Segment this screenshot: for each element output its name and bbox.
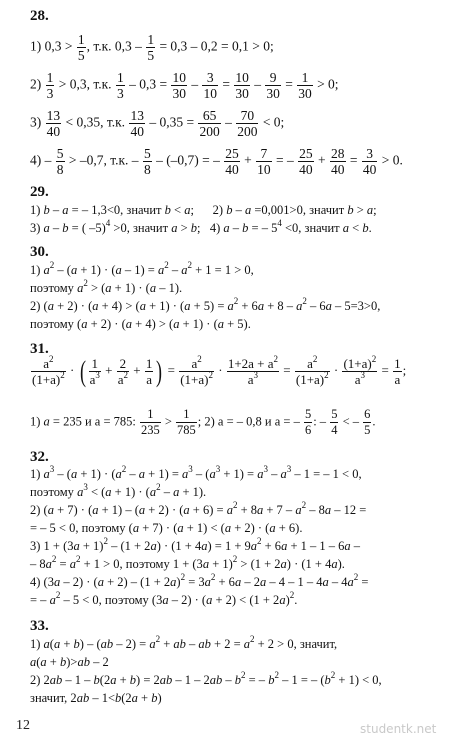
problem-30-line-1: 1) $a^2 - (a + 1) \cdot (a - 1) = a^2 - a^2 + 1 = 1 > 0$,	[30, 260, 254, 277]
problem-30-line-4: поэтому (a + 2) · (a + 4) > (a + 1) · (a + 5).	[30, 317, 251, 331]
problem-28-line-4: 4) – $\frac{5}{8}$ > –0,7, т.к. – $\frac{5}{8}$ – (–0,7) = – $\frac{25}{40}$ + $\frac{7}{10}$ = – $\frac{25}{40}$ + $\frac{28}{40}$ = $\frac{3}{40}$ > 0.	[30, 146, 403, 177]
problem-number-29: 29.	[30, 184, 49, 200]
problem-33-line-3: 2) $2ab - 1 - b(2a + b) = 2ab - 1 - 2ab - b^2$ = – $b^2 - 1$ = – $(b^2 + 1) < 0$,	[30, 670, 382, 687]
problem-number-30: 30.	[30, 244, 49, 260]
problem-32-line-7: 4) $(3a - 2) \cdot (a + 2) - (1 + 2a)^2 = 3a^2 + 6a - 2a - 4 - 1 - 4a - 4a^2$ =	[30, 572, 369, 589]
problem-32-line-8: = – $a^2 - 5 < 0$, поэтому $(3a - 2) \cdot (a + 2) < (1 + 2a)^2$.	[30, 590, 298, 607]
problem-number-32: 32.	[30, 449, 49, 465]
problem-32-line-4: = – 5 < 0, поэтому (a + 7) · (a + 1) < (a + 2) · (a + 6).	[30, 521, 303, 535]
problem-31-line-1: $\frac{a^2}{(1+a)^2}$ · ( $\frac{1}{a^3}$ + $\frac{2}{a^2}$ + $\frac{1}{a}$ ) = $\frac{a^2}{(1+a)^2}$ · $\frac{1+2a + a^2}{a^3}$ = $\frac{a^2}{(1+a)^2}$ · $\frac{(1+a)^2}{a^3}$ = $\frac{1}{a}$ ;	[32, 354, 407, 388]
problem-number-31: 31.	[30, 341, 49, 357]
problem-33-line-4: значит, 2ab – 1<b(2a + b)	[30, 691, 162, 705]
problem-32-line-1: 1) $a^3 - (a + 1) \cdot (a^2 - a + 1) = a^3 - (a^3 + 1) = a^3 - a^3 - 1$ = – 1 < 0,	[30, 464, 362, 481]
problem-32-line-5: 3) $1 + (3a + 1)^2 - (1 + 2a) \cdot (1 + 4a) = 1 + 9a^2 + 6a + 1 - 1 - 6a$ –	[30, 536, 360, 553]
problem-32-line-6: – $8a^2 = a^2 + 1 > 0$, поэтому $1 + (3a + 1)^2 > (1 + 2a) \cdot (1 + 4a)$.	[30, 554, 345, 571]
problem-31-line-2: 1) a = 235 и a = 785: $\frac{1}{235}$ > $\frac{1}{785}$ ; 2) a = – 0,8 и a = – $\frac{5}{6}$ : – $\frac{5}{4}$ < – $\frac{6}{5}$ .	[30, 407, 376, 437]
page-number: 12	[16, 718, 30, 733]
problem-number-28: 28.	[30, 8, 49, 24]
problem-number-33: 33.	[30, 618, 49, 634]
problem-33-line-1: 1) $a(a + b) - (ab - 2) = a^2$ + ab – ab + $2 = a^2 + 2 > 0$, значит,	[30, 634, 338, 651]
problem-30-line-2: поэтому $a^2 > (a + 1) \cdot (a - 1)$.	[30, 278, 183, 295]
problem-29-line-2: 3) a – b = ( –5)$^4$ >0, значит a > b; 4) a – b = – $5^4 <0$, значит a < b.	[30, 218, 372, 235]
problem-28-line-2: 2) $\frac{1}{3}$ > 0,3, т.к. $\frac{1}{3}$ – 0,3 = $\frac{10}{30}$ – $\frac{3}{10}$ = $\frac{10}{30}$ – $\frac{9}{30}$ = $\frac{1}{30}$ > 0;	[30, 70, 339, 101]
watermark: studentk.net	[360, 722, 437, 736]
problem-28-line-3: 3) $\frac{13}{40}$ < 0,35, т.к. $\frac{13}{40}$ – 0,35 = $\frac{65}{200}$ – $\frac{70}{200}$ < 0;	[30, 108, 285, 139]
problem-29-line-1: 1) b – a = – 1,3<0, значит b < a; 2) b – a =0,001>0, значит b > a;	[30, 203, 377, 217]
problem-32-line-2: поэтому $a^3 < (a + 1) \cdot (a^2 - a + 1)$.	[30, 482, 207, 499]
problem-30-line-3: 2) $(a + 2) \cdot (a + 4) > (a + 1) \cdot (a + 5) = a^2 + 6a + 8 - a^2 - 6a - 5=3>0$,	[30, 296, 381, 313]
problem-28-line-1: 1) 0,3 > $\frac{1}{5}$ , т.к. 0,3 – $\frac{1}{5}$ = 0,3 – 0,2 = 0,1 > 0;	[30, 32, 274, 63]
problem-33-line-2: a(a + b)>ab – 2	[30, 655, 109, 669]
problem-32-line-3: 2) $(a + 7) \cdot (a + 1) - (a + 2) \cdot (a + 6) = a^2 + 8a + 7 - a^2 - 8a - 12$ =	[30, 500, 367, 517]
